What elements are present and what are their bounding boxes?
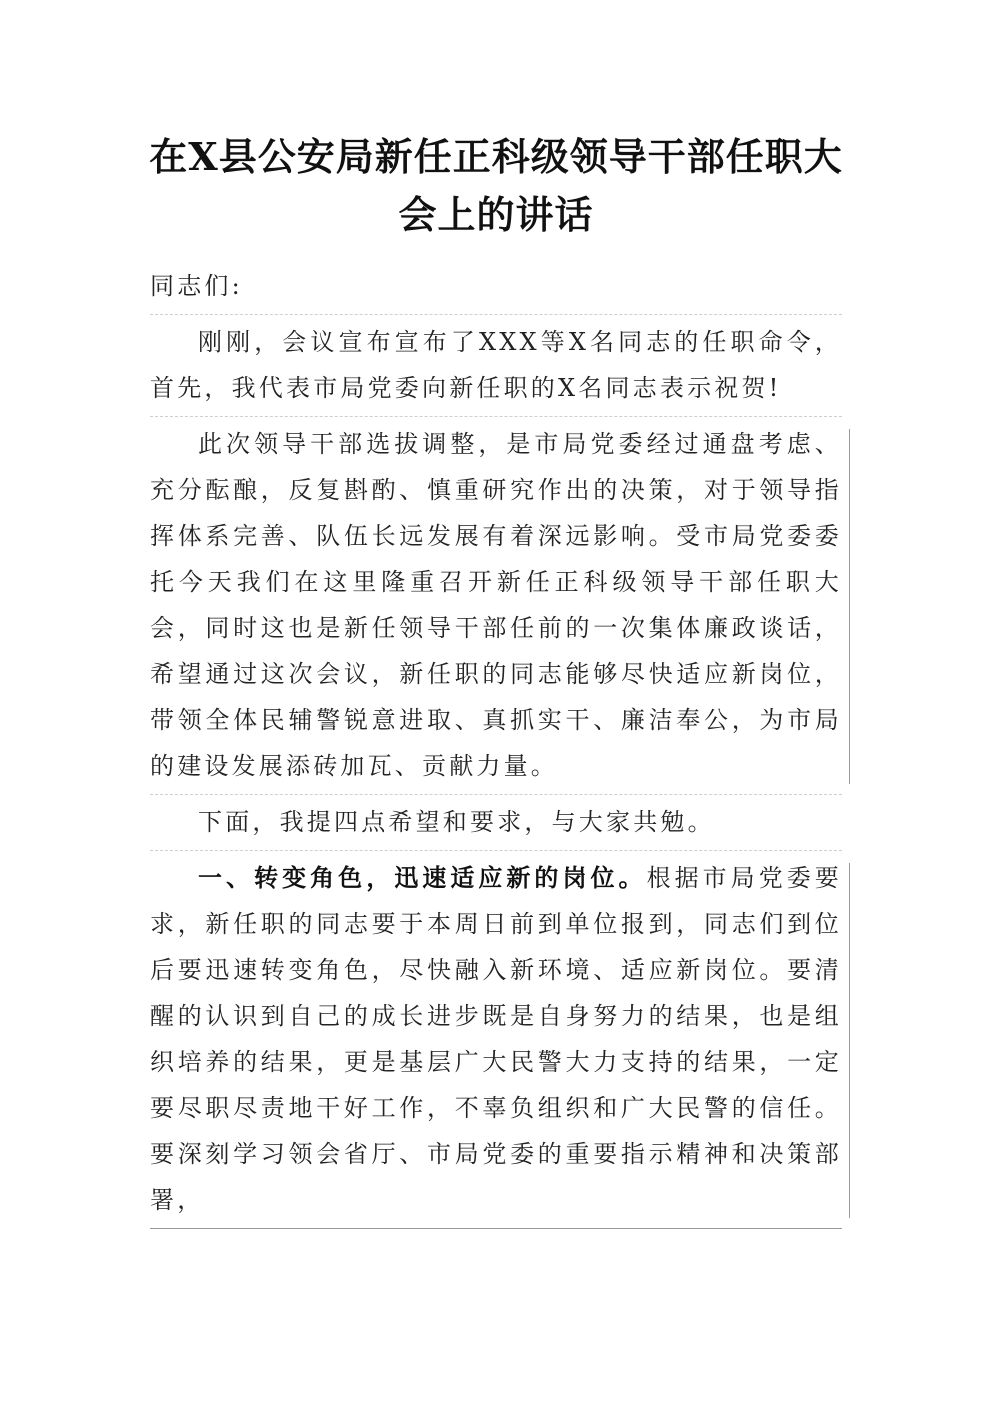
paragraph-4-text: 根据市局党委要求，新任职的同志要于本周日前到单位报到，同志们到位后要迅速转变角色，尽快融入新环境、适应新岗位。要清醒的认识到自己的成长进步既是自身努力的结果，也是组织培养的结果，更是基层广大民警大力支持的结果，一定要尽职尽责地干好工作，不辜负组织和广大民警的信任。要深刻学习领会省厅、市局党委的重要指示精神和决策部署， <box>150 864 842 1214</box>
paragraph-2 <box>150 421 842 795</box>
paragraph-1 <box>150 319 842 417</box>
paragraph-1-text: 刚刚，会议宣布宣布了XXX等X名同志的任职命令，首先，我代表市局党委向新任职的X名同志表示祝贺! <box>150 328 842 402</box>
paragraph-2-text: 此次领导干部选拔调整，是市局党委经过通盘考虑、充分酝酿，反复斟酌、慎重研究作出的决策，对于领导指挥体系完善、队伍长远发展有着深远影响。受市局党委委托今天我们在这里隆重召开新任正科级领导干部任职大会，同时这也是新任领导干部任前的一次集体廉政谈话，希望通过这次会议，新任职的同志能够尽快适应新岗位，带领全体民辅警锐意进取、真抓实干、廉洁奉公，为市局的建设发展添砖加瓦、贡献力量。 <box>150 430 842 780</box>
paragraph-4 <box>150 855 842 1229</box>
document-body <box>150 263 842 1229</box>
paragraph-3 <box>150 799 842 851</box>
greeting: 同志们: <box>150 263 842 315</box>
document-title: 在X县公安局新任正科级领导干部任职大会上的讲话 <box>149 134 843 237</box>
paragraph-3-text: 下面，我提四点希望和要求，与大家共勉。 <box>198 808 715 836</box>
section-heading-1: 一、转变角色，迅速适应新的岗位。 <box>198 863 647 892</box>
